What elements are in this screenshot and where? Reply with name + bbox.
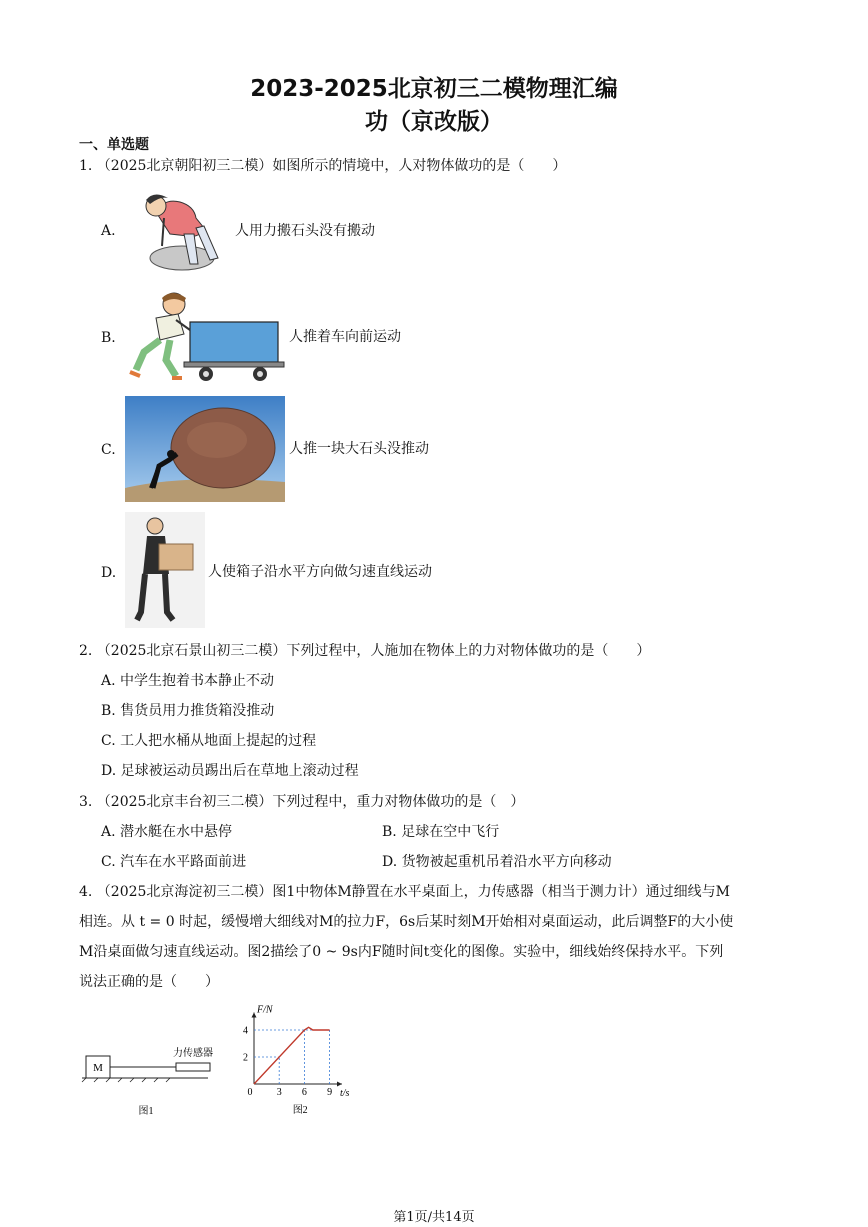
- q1-option-c-label: C.: [101, 442, 116, 458]
- page-title: 2023-2025北京初三二模物理汇编: [250, 76, 618, 102]
- q1-stem: 1. （2025北京朝阳初三二模）如图所示的情境中，人对物体做功的是（ ）: [79, 158, 567, 174]
- q4-line-1: 4. （2025北京海淀初三二模）图1中物体M静置在水平桌面上，力传感器（相当于测力计）通过细线与M: [79, 884, 731, 900]
- page-footer: 第1页/共14页: [393, 1210, 475, 1225]
- x-axis-arrow: [337, 1082, 342, 1087]
- lifting-stone-illustration: [134, 188, 226, 272]
- pushing-cart-illustration: [126, 290, 288, 384]
- q2-option-a: A. 中学生抱着书本静止不动: [101, 673, 275, 689]
- q3-option-d: D. 货物被起重机吊着沿水平方向移动: [382, 854, 612, 870]
- chart-ticks: [243, 1026, 332, 1099]
- q1-option-d-label: D.: [101, 565, 117, 581]
- page-subtitle: 功（京改版）: [365, 109, 503, 135]
- chart-guides: [254, 1030, 330, 1084]
- q2-stem: 2. （2025北京石景山初三二模）下列过程中，人施加在物体上的力对物体做功的是（ ）: [79, 643, 651, 659]
- q2-option-d: D. 足球被运动员踢出后在草地上滚动过程: [101, 763, 359, 779]
- x-axis-label: t/s: [340, 1088, 350, 1099]
- q1-option-b-label: B.: [101, 330, 116, 346]
- x-tick-6: 6: [301, 1087, 307, 1098]
- y-tick-2: 2: [243, 1052, 248, 1064]
- q1-option-c-text: 人推一块大石头没推动: [289, 441, 429, 457]
- force-series-line: [254, 1027, 330, 1084]
- figure-2-caption: 图2: [292, 1105, 308, 1116]
- force-sensor: [176, 1063, 210, 1071]
- q3-option-b: B. 足球在空中飞行: [382, 824, 500, 840]
- figure-1-caption: 图1: [138, 1106, 154, 1117]
- x-tick-9: 9: [327, 1087, 333, 1098]
- chart-axes: [252, 1013, 343, 1087]
- q2-option-c: C. 工人把水桶从地面上提起的过程: [101, 733, 317, 749]
- figure-1: [78, 1040, 218, 1120]
- carrying-box-illustration: [125, 512, 205, 628]
- y-axis-arrow: [252, 1013, 257, 1018]
- q1-option-a-label: A.: [101, 223, 116, 239]
- y-tick-4: 4: [243, 1025, 248, 1037]
- q1-option-a-text: 人用力搬石头没有搬动: [235, 223, 375, 239]
- q1-option-b-text: 人推着车向前运动: [289, 329, 401, 345]
- q4-line-2: 相连。从 t = 0 时起，缓慢增大细线对M的拉力F，6s后某时刻M开始相对桌面运动，此后调整F的大小使: [79, 914, 734, 930]
- q3-option-c: C. 汽车在水平路面前进: [101, 854, 247, 870]
- x-tick-3: 3: [276, 1087, 282, 1098]
- block-m-label: M: [93, 1062, 103, 1074]
- section-heading: 一、单选题: [79, 137, 149, 153]
- q4-line-4: 说法正确的是（ ）: [79, 974, 219, 990]
- q2-option-b: B. 售货员用力推货箱没推动: [101, 703, 275, 719]
- table-hatching: [82, 1078, 170, 1082]
- q4-line-3: M沿桌面做匀速直线运动。图2描绘了0 ~ 9s内F随时间t变化的图像。实验中，细线始终保持水平。下列: [79, 944, 724, 960]
- q3-stem: 3. （2025北京丰台初三二模）下列过程中，重力对物体做功的是（ ）: [79, 794, 525, 810]
- x-tick-0: 0: [247, 1087, 253, 1098]
- pushing-boulder-photo: [125, 396, 285, 502]
- y-axis-label: F/N: [257, 1004, 273, 1016]
- force-sensor-label: 力传感器: [173, 1048, 213, 1059]
- figure-2-chart: [238, 1000, 362, 1118]
- q3-option-a: A. 潜水艇在水中悬停: [101, 824, 233, 840]
- q1-option-d-text: 人使箱子沿水平方向做匀速直线运动: [208, 564, 432, 580]
